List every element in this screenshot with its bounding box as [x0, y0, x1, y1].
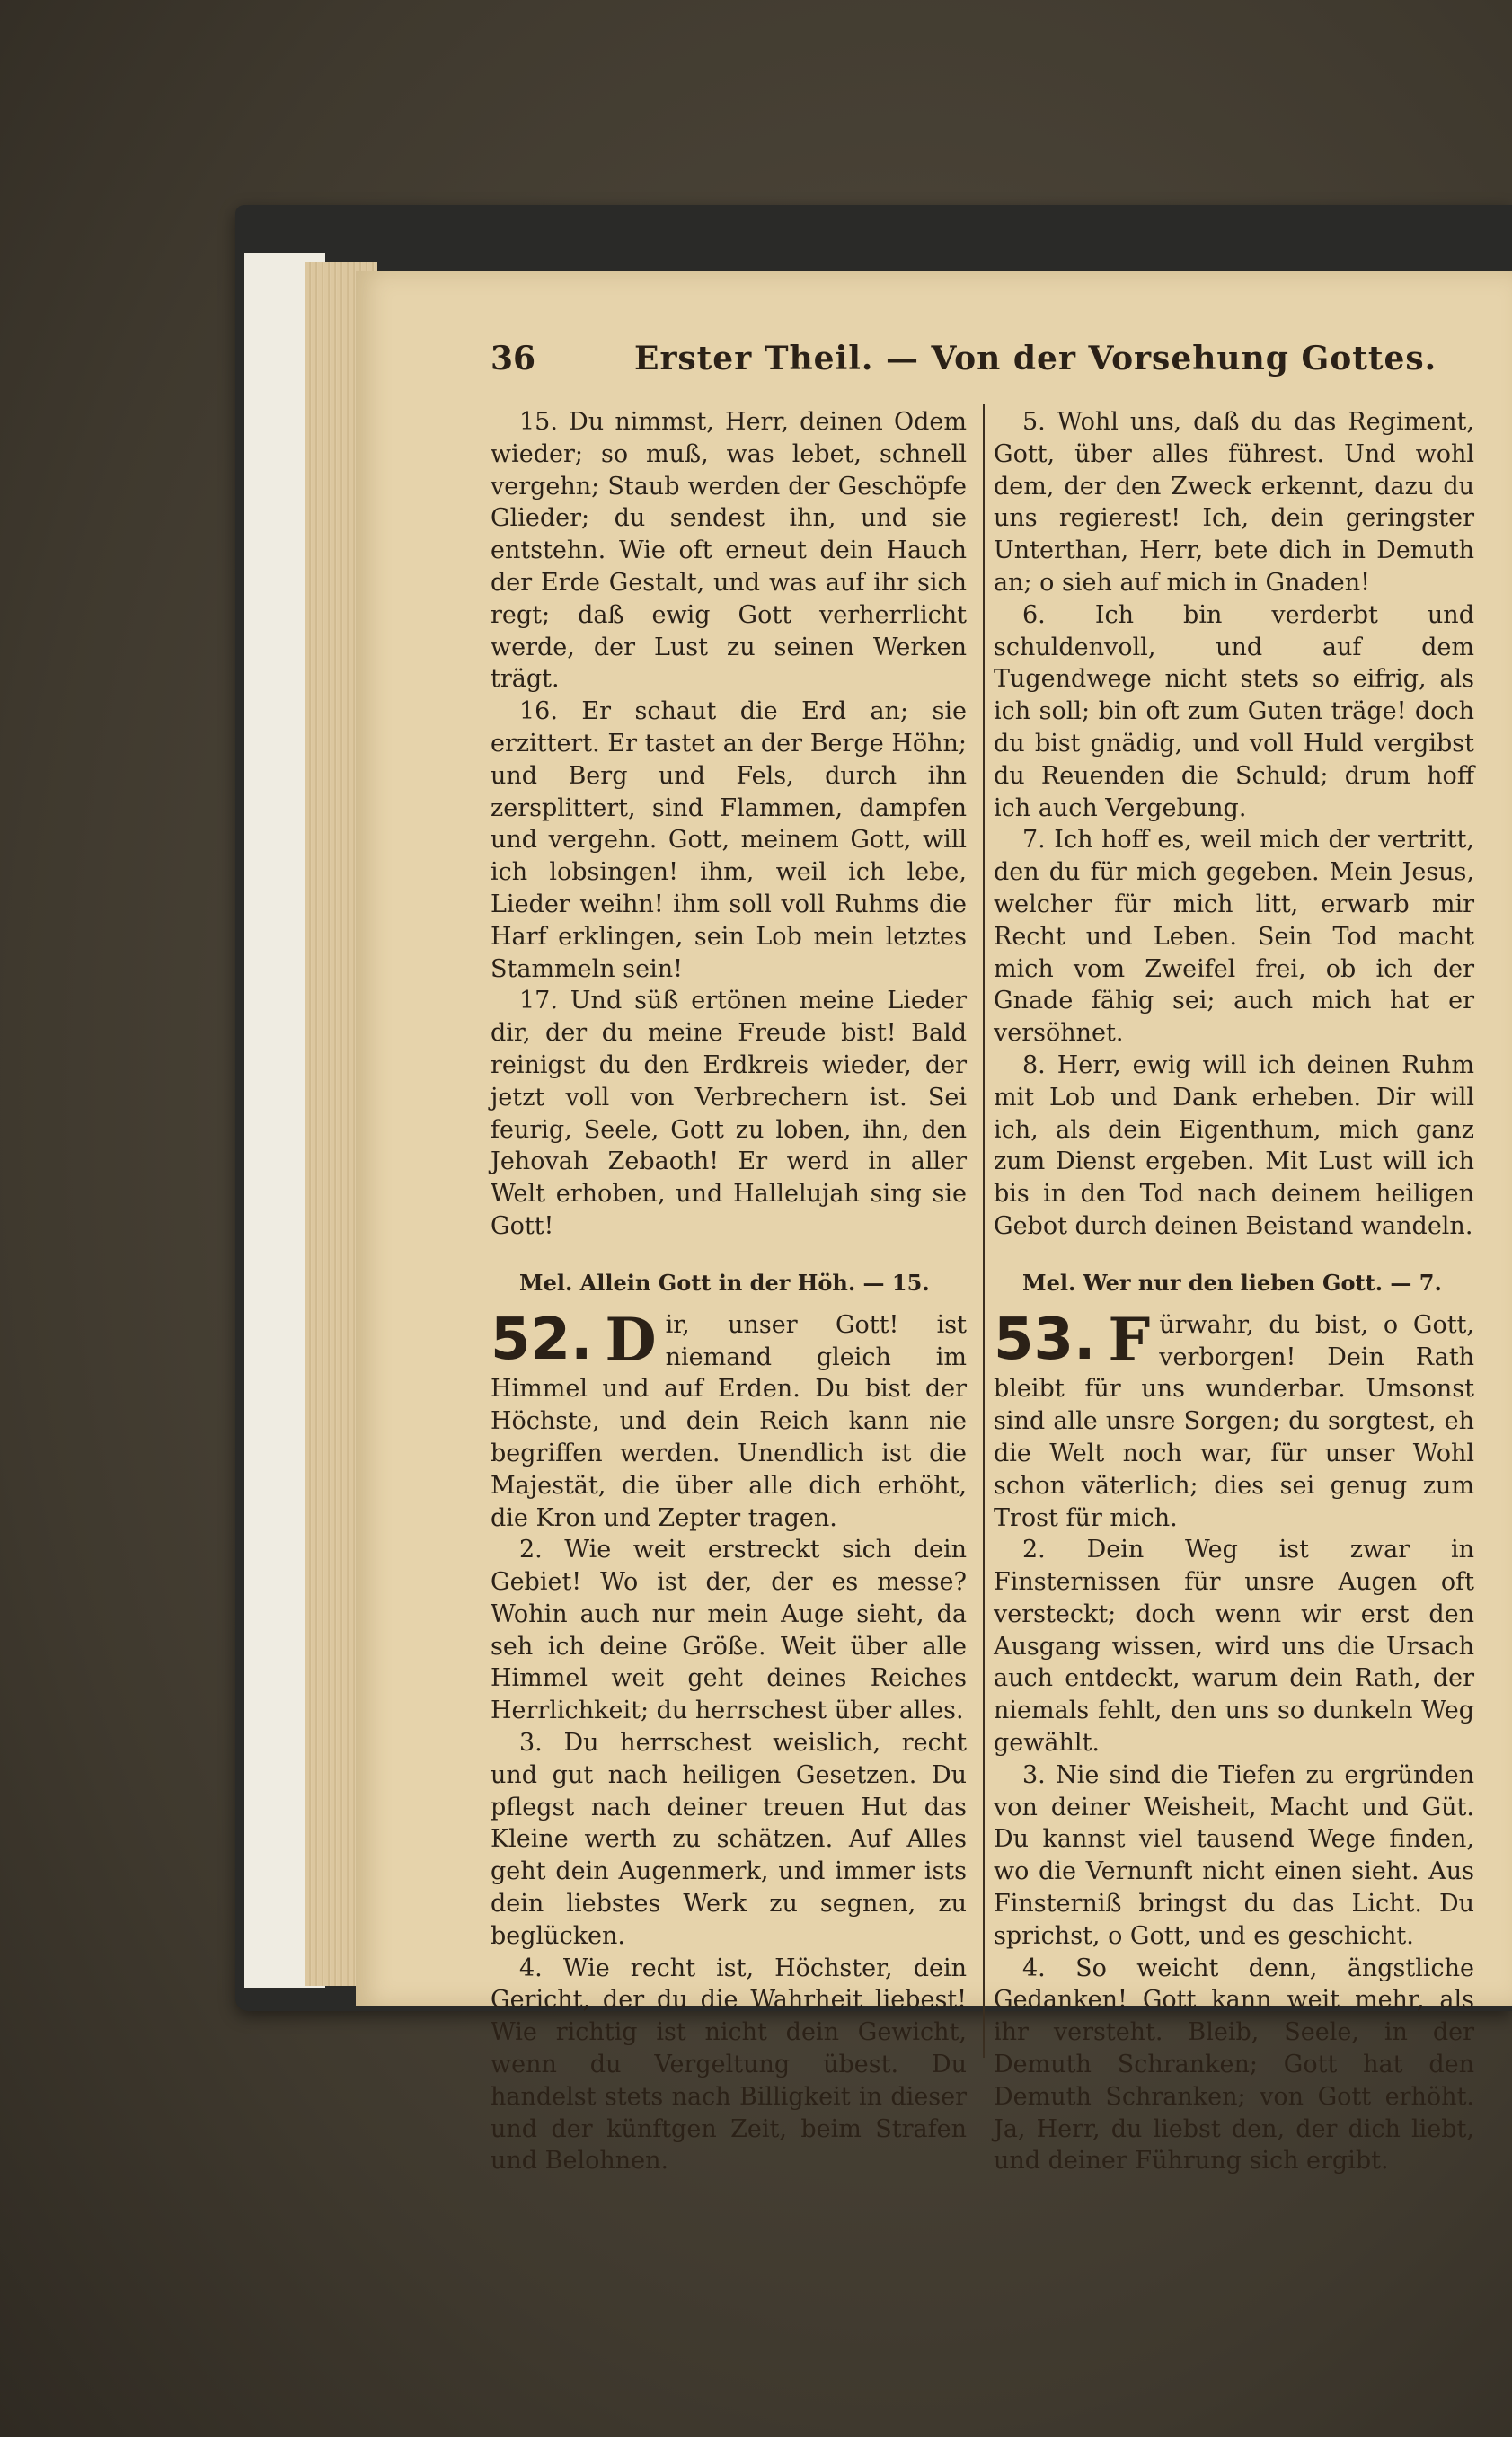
- hymn-53-number: 53.: [994, 1306, 1096, 1373]
- page-header: [491, 336, 1482, 399]
- hymn-53-first-stanza-text: ürwahr, du bist, o Gott, verborgen! Dein Rath bleibt für uns wunderbar. Umsonst sind alle unsre Sorgen; du sorgtest, eh die Welt noch war, für unser Wohl schon väterlich; dies sei genug zum Trost für mich.: [994, 1310, 1474, 1532]
- right-column: [994, 406, 1474, 2177]
- stanza-16: 16. Er schaut die Erd an; sie erzittert. Er tastet an der Berge Höhn; und Berg und Fels, durch ihn zersplittert, sind Flammen, dampfen und vergehn. Gott, meinem Gott, will ich lobsingen! ihm, weil ich lebe, Lieder weihn! ihm soll voll Ruhms die Harf erklingen, sein Lob mein letztes Stammeln sein!: [491, 697, 967, 983]
- stanza-6: 6. Ich bin verderbt und schuldenvoll, und auf dem Tugendwege nicht stets so eifrig, als ich soll; bin oft zum Guten träge! doch du bist gnädig, und voll Huld vergibst du Reuenden die Schuld; drum hoff ich auch Vergebung.: [994, 600, 1474, 822]
- hymn-52-stanza-3: 3. Du herrschest weislich, recht und gut nach heiligen Gesetzen. Du pflegst nach deiner treuen Hut das Kleine werth zu schätzen. Auf Alles geht dein Augenmerk, und immer ists dein liebstes Werk zu segnen, zu beglücken.: [491, 1729, 967, 1950]
- hymn-53-stanza-3: 3. Nie sind die Tiefen zu ergründen von deiner Weisheit, Macht und Güt. Du kannst viel tausend Wege finden, wo die Vernunft nicht einen sieht. Aus Finsterniß bringst du das Licht. Du sprichst, o Gott, und es geschicht.: [994, 1760, 1474, 1950]
- column-divider: [983, 404, 985, 2058]
- hymn-53-drop-cap: F: [1108, 1304, 1151, 1375]
- hymn-52-number: 52.: [491, 1306, 593, 1373]
- hymn-52-drop-cap: D: [605, 1304, 657, 1375]
- stanza-8: 8. Herr, ewig will ich deinen Ruhm mit Lob und Dank erheben. Dir will ich, als dein Eigenthum, mich ganz zum Dienst ergeben. Mit Lust will ich bis in den Tod nach deinem heiligen Gebot durch deinen Beistand wandeln.: [994, 1050, 1474, 1240]
- hymn-52-first-stanza-text: ir, unser Gott! ist niemand gleich im Himmel und auf Erden. Du bist der Höchste, und dein Reich kann nie begriffen werden. Unendlich ist die Majestät, die über alle dich erhöht, die Kron und Zepter tragen.: [491, 1310, 967, 1532]
- stanza-5: 5. Wohl uns, daß du das Regiment, Gott, über alles führest. Und wohl dem, der den Zweck erkennt, dazu du uns regierest! Ich, dein geringster Unterthan, Herr, bete dich in Demuth an; o sieh auf mich in Gnaden!: [994, 408, 1474, 597]
- hymn-53-melody: Mel. Wer nur den lieben Gott. — 7.: [1022, 1269, 1442, 1296]
- hymn-52-melody: Mel. Allein Gott in der Höh. — 15.: [519, 1269, 930, 1296]
- stanza-7: 7. Ich hoff es, weil mich der vertritt, den du für mich gegeben. Mein Jesus, welcher für mich litt, erwarb mir Recht und Leben. Sein Tod macht mich vom Zweifel frei, ob ich der Gnade fähig sei; auch mich hat er versöhnet.: [994, 826, 1474, 1048]
- stanza-15: 15. Du nimmst, Herr, deinen Odem wieder; so muß, was lebet, schnell vergehn; Staub werden der Geschöpfe Glieder; du sendest ihn, und sie entstehn. Wie oft erneut dein Hauch der Erde Gestalt, und was auf ihr sich regt; daß ewig Gott verherrlicht werde, der Lust zu seinen Werken trägt.: [491, 408, 967, 694]
- page-number: 36: [491, 340, 536, 377]
- hymn-52-first-stanza: [491, 1304, 967, 1535]
- hymn-53-stanza-4: 4. So weicht denn, ängstliche Gedanken! Gott kann weit mehr, als ihr versteht. Bleib, Seele, in der Demuth Schranken; Gott hat den Demuth Schranken; von Gott erhöht. Ja, Herr, du liebst den, der dich liebt, und deiner Führung sich ergibt.: [994, 1954, 1474, 2176]
- hymn-52-stanza-4: 4. Wie recht ist, Höchster, dein Gericht, der du die Wahrheit liebest! Wie richtig ist nicht dein Gewicht, wenn du Vergeltung übest. Du handelst stets nach Billigkeit in dieser und der künftgen Zeit, beim Strafen und Belohnen.: [491, 1954, 967, 2176]
- running-title: Erster Theil. — Von der Vorsehung Gottes.: [634, 340, 1437, 377]
- hymn-52-stanza-2: 2. Wie weit erstreckt sich dein Gebiet! Wo ist der, der es messe? Wohin auch nur mein Auge sieht, da seh ich deine Größe. Weit über alle Himmel weit geht deines Reiches Herrlichkeit; du herrschest über alles.: [491, 1536, 967, 1725]
- left-column: [491, 406, 967, 2177]
- hymn-53-first-stanza: [994, 1304, 1474, 1535]
- hymn-53-stanza-2: 2. Dein Weg ist zwar in Finsternissen für unsre Augen oft versteckt; doch wenn wir erst den Ausgang wissen, wird uns die Ursach auch entdeckt, warum dein Rath, der niemals fehlt, den uns so dunkeln Weg gewählt.: [994, 1536, 1474, 1758]
- stanza-17: 17. Und süß ertönen meine Lieder dir, der du meine Freude bist! Bald reinigst du den Erdkreis wieder, der jetzt voll von Verbrechern ist. Sei feurig, Seele, Gott zu loben, ihn, den Jehovah Zebaoth! Er werd in aller Welt erhoben, und Hallelujah sing sie Gott!: [491, 987, 967, 1240]
